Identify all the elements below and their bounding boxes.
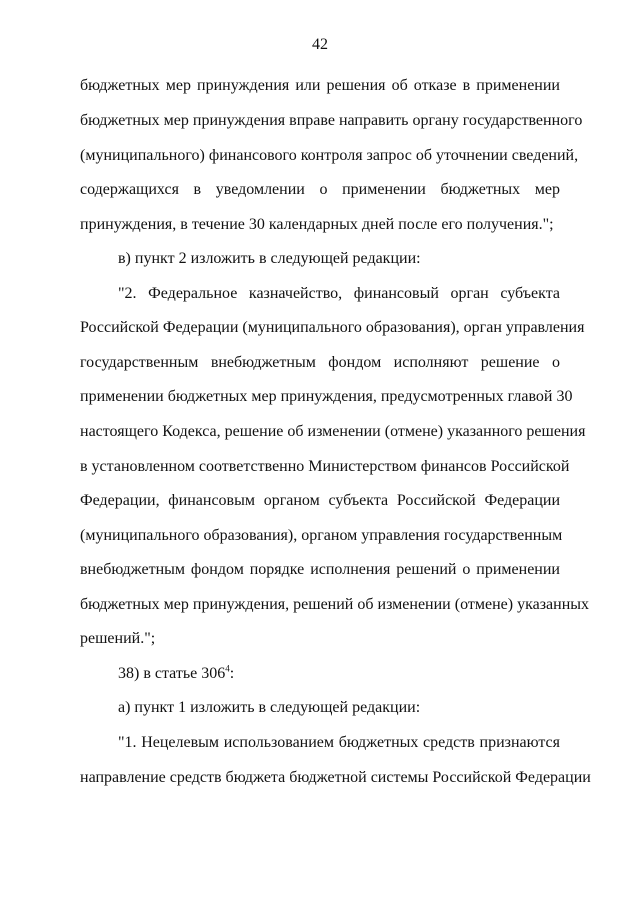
list-item-a: а) пункт 1 изложить в следующей редакции: [118,699,421,716]
text-line-14: (муниципального образования), органом управления государственным [80,527,563,544]
text-line-17: решений."; [80,630,156,647]
text-line-3: (муниципального) финансового контроля запрос об уточнении сведений, [80,147,579,164]
text-line-10: применении бюджетных мер принуждения, предусмотренных главой 30 [80,388,573,405]
text-line-8: Российской Федерации (муниципального образования), орган управления [80,319,585,336]
text-line-20: "1. Нецелевым использованием бюджетных средств признаются [118,734,560,751]
text-line-13: Федерации, финансовым органом субъекта Российской Федерации [80,492,560,509]
article-superscript: 4 [225,663,230,674]
article-heading-colon: : [229,665,235,682]
article-heading [118,664,234,684]
text-line-1: бюджетных мер принуждения или решения об отказе в применении [80,77,560,94]
text-line-12: в установленном соответственно Министерством финансов Российской [80,458,570,475]
text-line-4: содержащихся в уведомлении о применении бюджетных мер [80,181,560,198]
text-line-9: государственным внебюджетным фондом исполняют решение о [80,354,560,371]
text-line-5: принуждения, в течение 30 календарных дней после его получения."; [80,216,554,233]
text-line-2: бюджетных мер принуждения вправе направить органу государственного [80,112,583,129]
article-heading-text: 38) в статье 306 [118,665,226,682]
text-line-7: "2. Федеральное казначейство, финансовый орган субъекта [118,285,560,302]
text-line-21: направление средств бюджета бюджетной системы Российской Федерации [80,769,591,786]
page-number: 42 [312,36,328,53]
text-line-11: настоящего Кодекса, решение об изменении (отмене) указанного решения [80,423,586,440]
text-line-16: бюджетных мер принуждения, решений об изменении (отмене) указанных [80,596,589,613]
text-line-15: внебюджетным фондом порядке исполнения решений о применении [80,561,560,578]
list-item-v: в) пункт 2 изложить в следующей редакции: [118,250,421,267]
